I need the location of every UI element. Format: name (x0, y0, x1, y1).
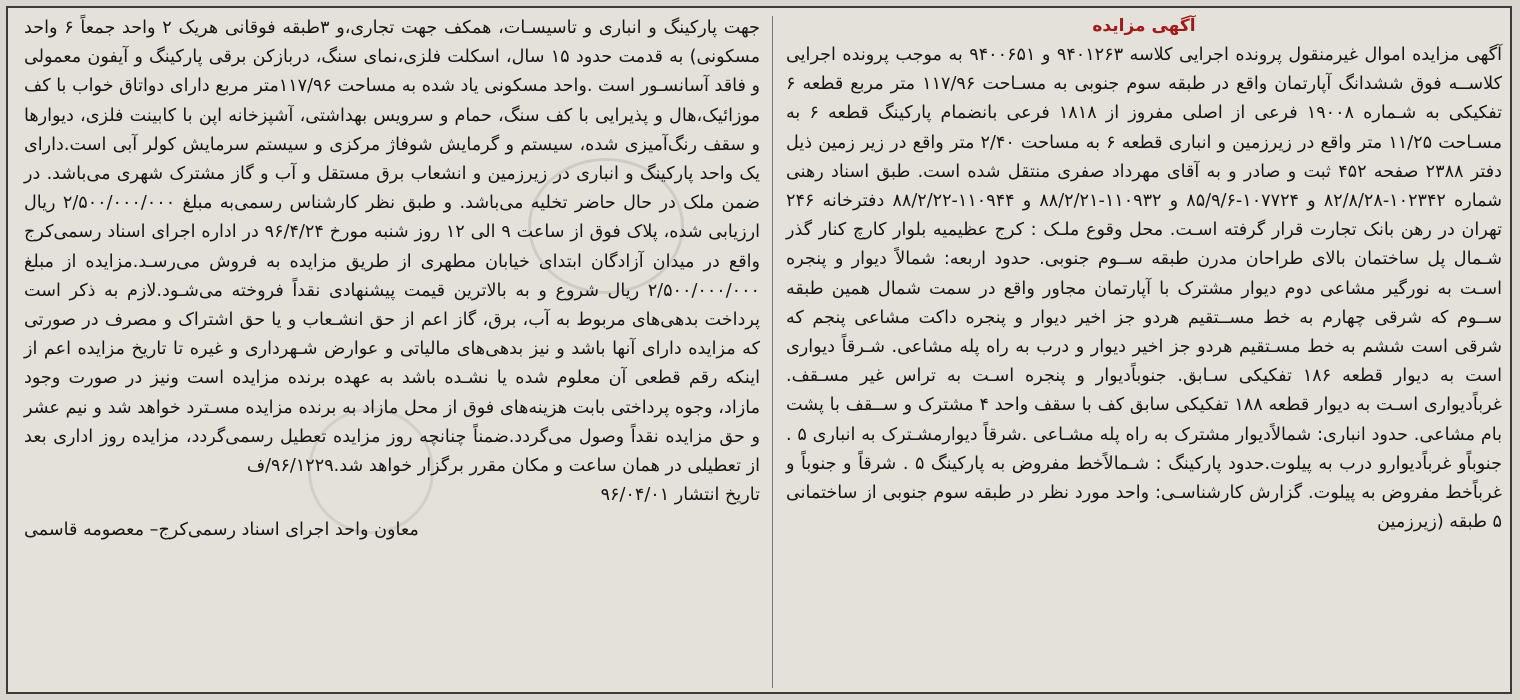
notice-body-left: جهت پارکینگ و انباری و تاسیسـات، همکف جهت تجاری،و ۳طبقه فوقانی هریک ۲ واحد جمعاً ۶ واحد مسکونی) به قدمت حدود ۱۵ سال، اسکلت فلزی،نمای سنگ، دربازکن برقی پارکینگ و آیفون معمولی و فاقد آسانسـور است .واحد مسکونی یاد شده به مساحت ۱۱۷/۹۶متر مربع دارای دواتاق خواب با کف موزائیک،هال و پذیرایی با کف سنگ، حمام و سرویس بهداشتی، آشپزخانه اپن با کابینت فلزی، دیوارها و سقف رنگ‌آمیزی شده، سیستم و گرمایش شوفاژ مرکزی و سیستم سرمایش کولر آبی است.دارای یک واحد پارکینگ و انباری در زیرزمین و انشعاب برق مستقل و آب و گاز مشترک شهری می‌باشد. در ضمن ملک در حال حاضر تخلیه می‌باشد. و طبق نظر کارشناس رسمی‌به مبلغ ۲/۵۰۰/۰۰۰/۰۰۰ ریال ارزیابی شده، پلاک فوق از ساعت ۹ الی ۱۲ روز شنبه مورخ ۹۶/۴/۲۴ در اداره اجرای اسناد رسمی‌کرج واقع در میدان آزادگان ابتدای خیابان مطهری از طریق مزایده به فروش می‌رسـد.مزایده از مبلغ ۲/۵۰۰/۰۰۰/۰۰۰ ریال شروع و به بالاترین قیمت پیشنهادی نقداً فروخته می‌شـود.لازم به ذکر است پرداخت بدهی‌های مربوط به آب، برق، گاز اعم از حق انشـعاب و یا حق اشتراک و مصرف در صورتی که مزایده دارای آنها باشد و نیز بدهی‌های مالیاتی و عوارض شـهرداری و غیره تا تاریخ مزایده اعم از اینکه رقم قطعی آن معلوم شده یا نشـده باشد به عهده برنده مزایده است ونیز در صورت وجود مازاد، وجوه پرداختی بابت هزینه‌های فوق از محل مازاد به برنده مزایده مسـترد خواهد شد و نیم عشر و حق مزایده نقداً وصول می‌گردد.ضمناً چنانچه روز مزایده تعطیل رسمی‌گردد، مزایده روز اداری بعد از تعطیلی در همان ساعت و مکان مقرر برگزار خواهد شد.۹۶/۱۲۲۹/ف (24, 18, 761, 477)
notice-body-right: آگهی مزایده اموال غیرمنقول پرونده اجرایی کلاسه ۹۴۰۱۲۶۳ و ۹۴۰۰۶۵۱ به موجب پرونده اجرایی کلاســه فوق ششدانگ آپارتمان واقع در طبقه سوم جنوبی به مسـاحت ۱۱۷/۹۶ متر مربع قطعه ۶ تفکیکی به شـماره ۱۹۰۰۸ فرعی از اصلی مفروز از ۱۸۱۸ فرعی بانضمام پارکینگ قطعه ۶ به مسـاحت ۱۱/۲۵ متر واقع در زیرزمین و انباری قطعه ۶ به مساحت ۲/۴۰ متر واقع در زیر زمین ذیل دفتر ۲۳۸۸ صفحه ۴۵۲ ثبت و صادر و به آقای مهرداد صفری منتقل شده است. طبق اسناد رهنی شماره ۱۰۲۳۴۲-۸۲/۸/۲۸ و ۱۰۷۷۲۴-۸۵/۹/۶ و ۱۱۰۹۳۲-۸۸/۲/۲۱ و ۱۱۰۹۴۴-۸۸/۲/۲۲ دفترخانه ۲۴۶ تهران در رهن بانک تجارت قرار گرفته اسـت. محل وقوع ملـک : کرج عظیمیه بلوار کارچ کنار گذر شـمال پل ساختمان بالای طراحان مدرن طبقه ســوم جنوبی. حدود اربعه: شمالاً دیوار و پنجره اسـت به نورگیر مشاعی دوم دیوار مشترک با آپارتمان مجاور واقع در سمت شمال همین طبقه ســوم که شرقی چهارم به خط مســتقیم هردو جز اخیر دیوار و پنجره داکت مشاعی پنجم که شرقی است ششم به خط مسـتقیم هردو جز اخیر دیوار و درب به راه پله مشاعی. شـرقاً دیواری است به دیوار قطعه ۱۸۶ تفکیکی سـابق. جنوباًدیوار و پنجره اسـت به تراس غیر مسـقف. غرباًدیواری اسـت به دیوار قطعه ۱۸۸ تفکیکی سابق کف با سقف واحد ۴ مشترک و ســقف با پشت بام مشاعی. حدود انباری: شمالاًدیوار مشترک به راه پله مشـاعی .شرقاً دیوارمشـترک به انباری ۵ . جنوباًو غرباًدیوارو درب به پیلوت.حدود پارکینگ : شـمالاًخط مفروض به پارکینگ ۵ . شرقاً و جنوباً و غرباًخط مفروض به پیلوت. گزارش کارشناسـی: واحد مورد نظر در طبقه سوم جنوبی از ساختمانی ۵ طبقه (زیرزمین (786, 45, 1503, 533)
notice-title: آگهی مزایده (1092, 16, 1196, 36)
notice-left-column (18, 14, 770, 690)
column-divider (772, 16, 773, 688)
auction-notice (6, 6, 1512, 694)
notice-right-column (776, 14, 1508, 690)
signature-line: معاون واحد اجرای اسناد رسمی‌کرج– معصومه قاسمی (24, 520, 419, 541)
publish-date: تاریخ انتشار ۹۶/۰۴/۰۱ (600, 485, 760, 506)
